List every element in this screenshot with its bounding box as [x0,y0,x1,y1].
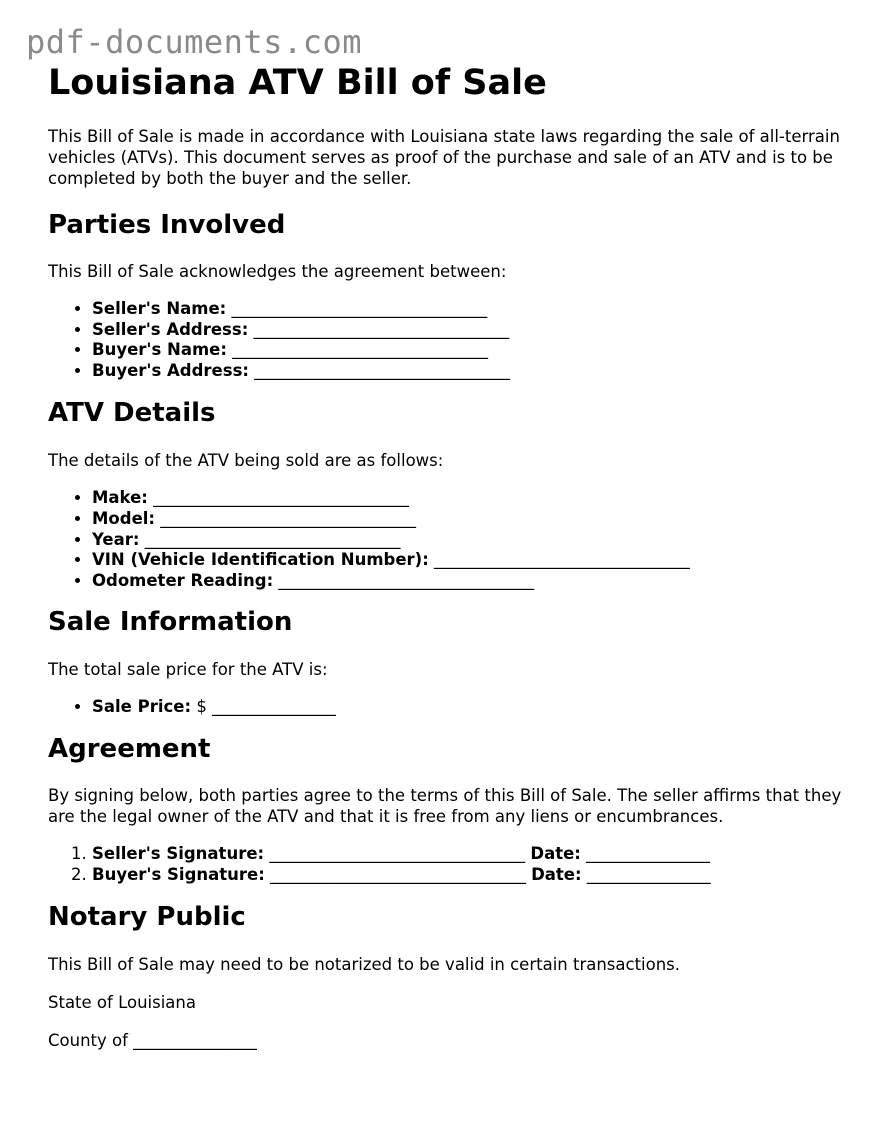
field-label: Odometer Reading: [92,570,274,590]
blank-line: _______________________________ [264,864,532,884]
list-item [92,844,848,865]
blank-line: _______________________________ [226,299,488,318]
blank-line: _______________________________ [273,570,535,590]
parties-list [48,299,848,381]
field-label: Buyer's Name: [92,340,227,360]
list-item [92,550,848,571]
atv-text: The details of the ATV being sold are as follows: [48,451,444,471]
sale-list [48,697,848,718]
agreement-heading: Agreement [48,733,211,764]
field-label: Buyer's Signature: [92,864,265,884]
notary-heading: Notary Public [48,902,246,933]
blank-line: _______________________________ [155,508,417,528]
notary-text: This Bill of Sale may need to be notarized to be valid in certain transactions. [48,955,681,975]
list-item [92,361,848,382]
notary-state: State of Louisiana [48,993,196,1013]
blank-line: _______________________________ [139,529,401,549]
field-label: Seller's Name: [92,299,227,318]
field-label: VIN (Vehicle Identification Number): [92,550,429,570]
notary-county: County of _______________ [48,1031,257,1051]
document-title: Louisiana ATV Bill of Sale [48,63,547,103]
intro-paragraph: This Bill of Sale is made in accordance with Louisiana state laws regarding the sale of all-terrain vehicles (ATVs). This document serves as proof of the purchase and sale of an ATV and is to be completed by both the buyer and the seller. [48,127,840,188]
field-label: Buyer's Address: [92,360,249,380]
blank-line: _______________________________ [226,340,488,360]
list-item [92,488,848,509]
parties-heading: Parties Involved [48,210,286,240]
field-label: Sale Price: [92,697,192,717]
blank-line: _______________________________ [248,360,510,380]
date-label: Date: [530,843,581,863]
field-label: Make: [92,488,148,508]
blank-line: _______________ [580,843,710,863]
blank-line: $ _______________ [191,697,336,717]
list-item [92,340,848,361]
field-label: Seller's Signature: [92,843,265,863]
parties-text: This Bill of Sale acknowledges the agreement between: [48,262,507,281]
blank-line: _______________________________ [248,319,510,339]
list-item [92,697,848,718]
blank-line: _______________________________ [264,843,531,863]
atv-list [48,488,848,591]
field-label: Year: [92,529,140,549]
blank-line: _______________________________ [428,550,690,570]
field-label: Model: [92,508,156,528]
list-item [92,571,848,592]
list-item [92,299,848,320]
atv-heading: ATV Details [48,398,216,429]
sale-text: The total sale price for the ATV is: [48,660,328,680]
agreement-text: By signing below, both parties agree to the terms of this Bill of Sale. The seller affirms that they are the legal owner of the ATV and that it is free from any liens or encumbrances. [48,785,842,826]
date-label: Date: [531,864,582,884]
blank-line: _______________ [581,864,711,884]
blank-line: _______________________________ [147,488,409,508]
list-item [92,509,848,530]
watermark: pdf-documents.com [26,23,363,61]
sale-heading: Sale Information [48,607,293,638]
list-item [92,320,848,341]
list-item [92,865,848,886]
field-label: Seller's Address: [92,319,249,339]
signature-list [48,844,848,885]
list-item [92,530,848,551]
document [48,62,848,1051]
